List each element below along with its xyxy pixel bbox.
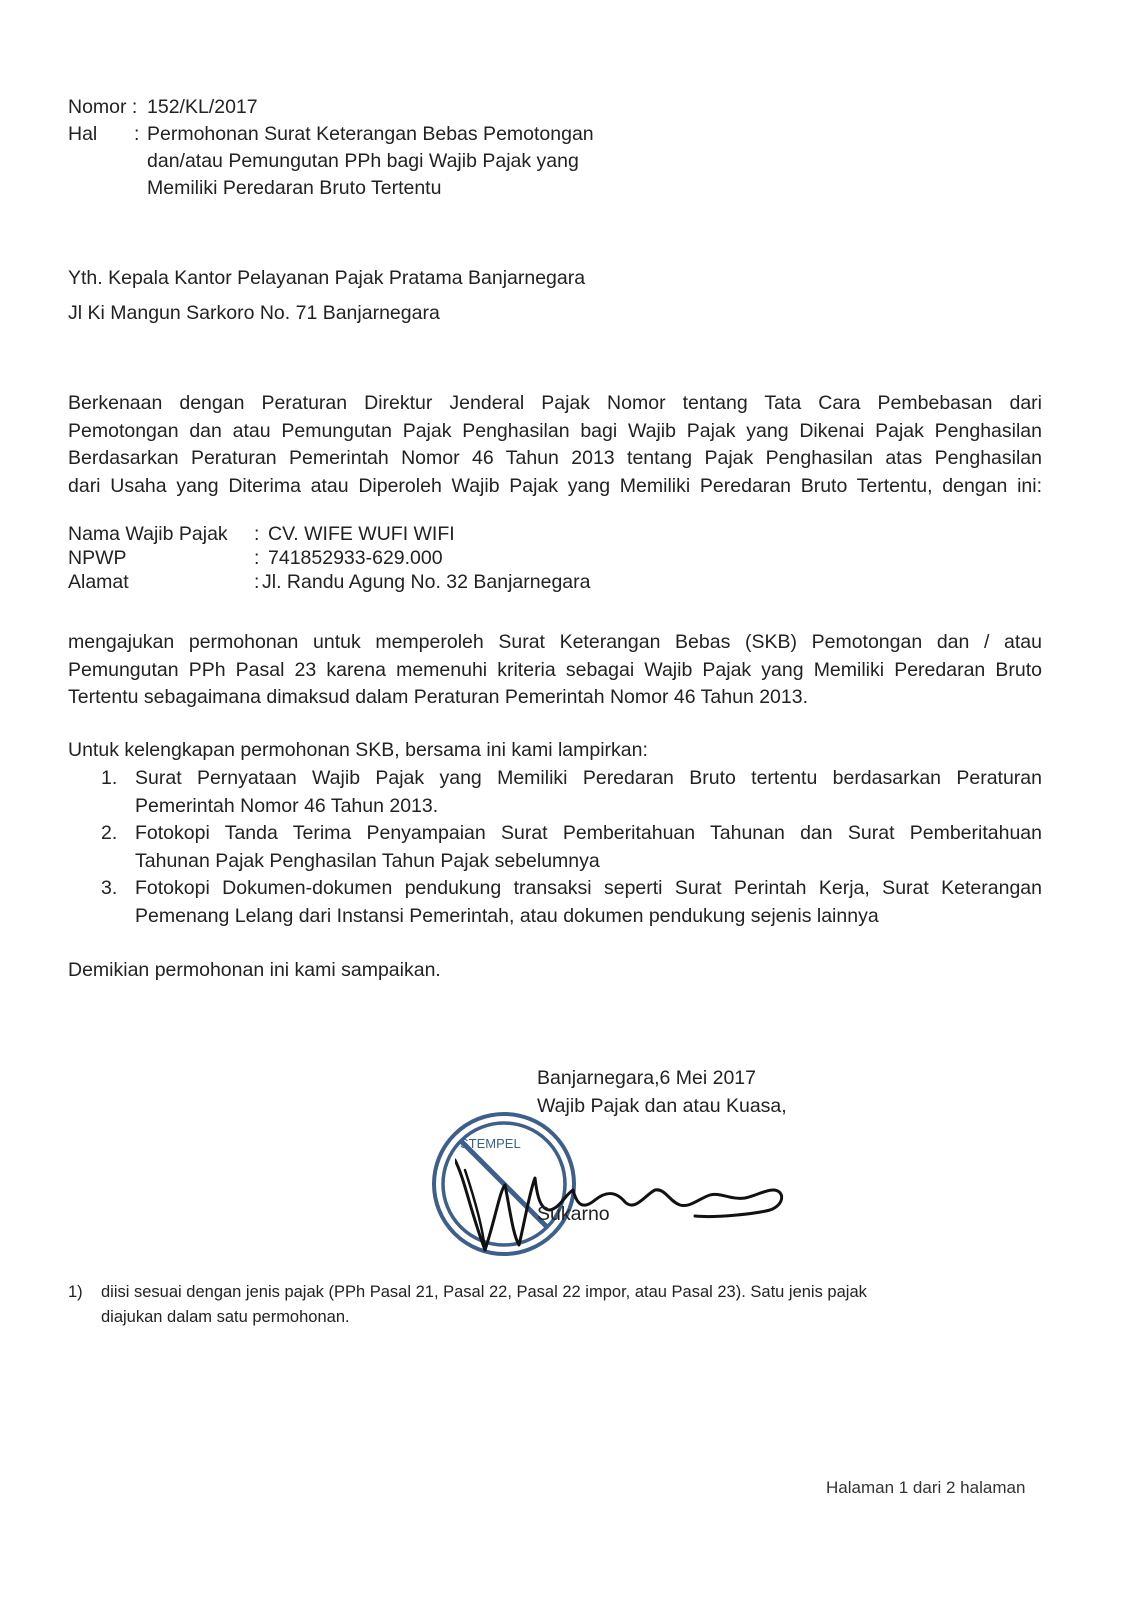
taxpayer-colon: : (254, 523, 260, 545)
footnote-line: diisi sesuai dengan jenis pajak (PPh Pasal 21, Pasal 22, Pasal 22 impor, atau Pasal 23). Satu jenis pajak (101, 1283, 867, 1301)
attachment-line: Pemerintah Nomor 46 Tahun 2013. (135, 794, 439, 817)
attachment-number: 3. (101, 877, 118, 899)
hal-line: Memiliki Peredaran Bruto Tertentu (147, 177, 442, 199)
handwritten-signature (455, 1150, 800, 1260)
request-line: Pemungutan PPh Pasal 23 karena memenuhi kriteria sebagai Wajib Pajak yang Memiliki Peredaran Bruto (68, 658, 1042, 681)
intro-line: Berdasarkan Peraturan Pemerintah Nomor 46 Tahun 2013 tentang Pajak Penghasilan atas Penghasilan (68, 447, 1042, 469)
npwp-label: NPWP (68, 547, 127, 569)
request-line: mengajukan permohonan untuk memperoleh Surat Keterangan Bebas (SKB) Pemotongan dan / atau (68, 631, 1042, 653)
footnote-number: 1) (68, 1283, 83, 1301)
taxpayer-name-value: CV. WIFE WUFI WIFI (268, 523, 455, 545)
attachment-line: Surat Pernyataan Wajib Pajak yang Memiliki Peredaran Bruto tertentu berdasarkan Peraturan (135, 767, 1042, 789)
hal-line: Permohonan Surat Keterangan Bebas Pemotongan (147, 123, 594, 145)
closing-sentence: Demikian permohonan ini kami sampaikan. (68, 959, 441, 981)
attachment-number: 2. (101, 822, 118, 844)
attachment-number: 1. (101, 767, 118, 789)
intro-paragraph (68, 390, 1042, 500)
taxpayer-name-label: Nama Wajib Pajak (68, 523, 228, 545)
request-paragraph (68, 629, 1042, 712)
hal-label: Hal (68, 123, 98, 145)
hal-line: dan/atau Pemungutan PPh bagi Wajib Pajak yang (147, 150, 579, 172)
attachment-line: Tahunan Pajak Penghasilan Tahun Pajak sebelumnya (135, 849, 600, 872)
nomor-value: 152/KL/2017 (147, 96, 258, 118)
nomor-label: Nomor : (68, 96, 138, 118)
taxpayer-colon: : (254, 571, 260, 593)
address-label: Alamat (68, 571, 129, 593)
page-number: Halaman 1 dari 2 halaman (826, 1478, 1026, 1497)
intro-line: dari Usaha yang Diterima atau Diperoleh Wajib Pajak yang Memiliki Peredaran Bruto Tertentu, dengan ini: (68, 474, 1042, 497)
stamp-text: STEMPEL (460, 1136, 521, 1151)
recipient-line: Yth. Kepala Kantor Pelayanan Pajak Pratama Banjarnegara (68, 267, 586, 289)
intro-line: Pemotongan dan atau Pemungutan Pajak Penghasilan bagi Wajib Pajak yang Dikenai Pajak Penghasilan (68, 419, 1042, 442)
hal-colon: : (134, 123, 140, 145)
attachment-item (135, 820, 1042, 875)
attachment-line: Pemenang Lelang dari Instansi Pemerintah, atau dokumen pendukung sejenis lainnya (135, 904, 879, 927)
attachment-item (135, 765, 1042, 820)
address-value: Jl. Randu Agung No. 32 Banjarnegara (262, 571, 591, 593)
attachments-intro: Untuk kelengkapan permohonan SKB, bersama ini kami lampirkan: (68, 739, 648, 761)
signer-role: Wajib Pajak dan atau Kuasa, (537, 1095, 787, 1117)
intro-line: Berkenaan dengan Peraturan Direktur Jenderal Pajak Nomor tentang Tata Cara Pembebasan dari (68, 392, 1042, 414)
recipient-address: Jl Ki Mangun Sarkoro No. 71 Banjarnegara (68, 302, 440, 324)
taxpayer-colon: : (254, 547, 260, 569)
attachment-line: Fotokopi Tanda Terima Penyampaian Surat Pemberitahuan Tahunan dan Surat Pemberitahuan (135, 822, 1042, 844)
attachment-item (135, 875, 1042, 930)
signer-name: Sukarno (537, 1203, 610, 1225)
attachment-line: Fotokopi Dokumen-dokumen pendukung transaksi seperti Surat Perintah Kerja, Surat Keterangan (135, 877, 1042, 899)
footnote-line: diajukan dalam satu permohonan. (101, 1308, 350, 1326)
place-date: Banjarnegara,6 Mei 2017 (537, 1067, 756, 1089)
npwp-value: 741852933-629.000 (268, 547, 443, 569)
request-line: Tertentu sebagaimana dimaksud dalam Peraturan Pemerintah Nomor 46 Tahun 2013. (68, 686, 809, 708)
